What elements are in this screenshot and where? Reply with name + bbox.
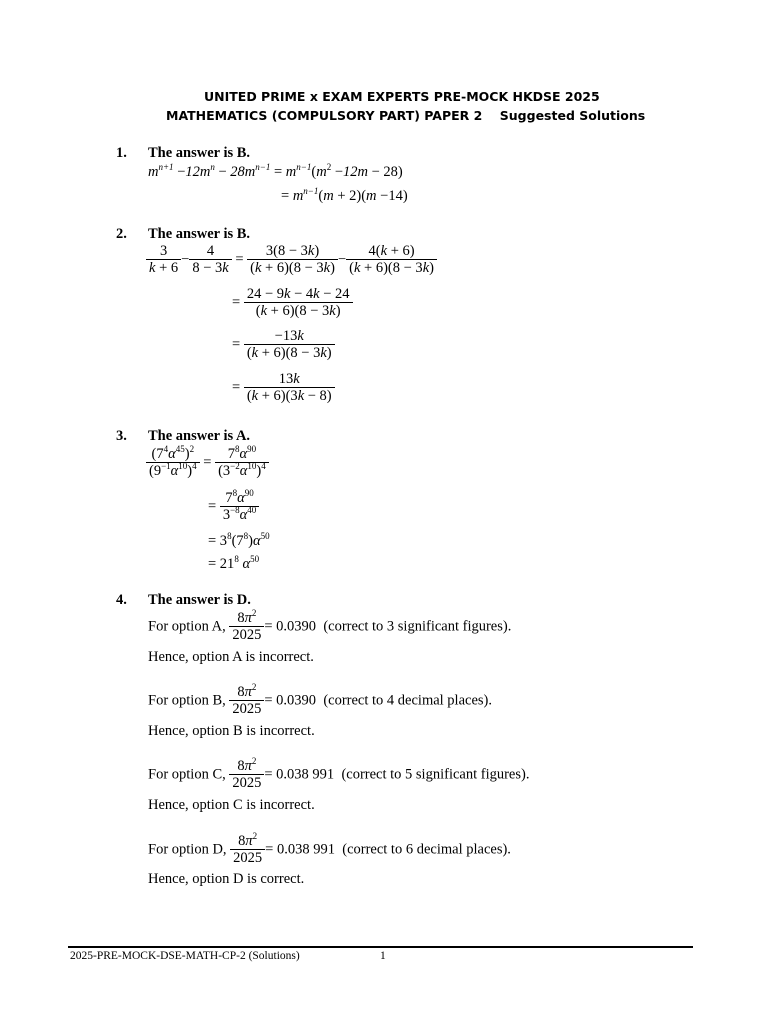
q4-option-a-line: For option A, $\frac{8\pi^2}{2025}$ = 0.0390 (correct to 3 significant figures). — [148, 608, 512, 643]
q2-working-line-4: = $\frac{13k}{(k + 6)(3k - 8)}$ — [232, 371, 335, 405]
question-answer: The answer is B. — [148, 145, 251, 161]
option-result: = 0.038 991 — [265, 841, 335, 858]
question-answer: The answer is B. — [148, 226, 251, 242]
header-subtitle — [166, 108, 645, 123]
option-result: = 0.038 991 — [264, 766, 335, 783]
q4-option-b-conclusion: Hence, option B is incorrect. — [148, 723, 315, 739]
page-number: 1 — [380, 950, 386, 962]
q2-working-line-3: = $\frac{-13k}{(k + 6)(8 - 3k)}$ — [232, 328, 335, 362]
q3-working-line-1: $\frac{(7^4\alpha^{45})^2}{(9^{-1}\alpha^{10})^4}$ = $\frac{7^8\alpha^{90}}{(3^{-2}\alpha^{10})^4}$ — [146, 446, 269, 480]
header-subtitle-main: MATHEMATICS (COMPULSORY PART) PAPER 2 — [166, 108, 483, 123]
option-prefix: For option D, — [148, 841, 227, 858]
option-note: (correct to 5 significant figures). — [341, 766, 530, 783]
q1-working-line-2: = $m^{n-1}(m + 2)(m -14)$ — [281, 186, 408, 204]
footer-code: 2025-PRE-MOCK-DSE-MATH-CP-2 (Solutions) — [70, 950, 300, 962]
q4-option-c-line: For option C, $\frac{8\pi^2}{2025}$ = 0.038 991 (correct to 5 significant figures). — [148, 756, 530, 791]
q4-option-d-conclusion: Hence, option D is correct. — [148, 871, 305, 887]
option-prefix: For option B, — [148, 692, 226, 709]
q4-option-a-conclusion: Hence, option A is incorrect. — [148, 649, 314, 665]
option-prefix: For option A, — [148, 618, 226, 635]
option-prefix: For option C, — [148, 766, 226, 783]
header-subtitle-tail: Suggested Solutions — [499, 108, 646, 123]
q4-option-d-line: For option D, $\frac{8\pi^2}{2025}$ = 0.038 991 (correct to 6 decimal places). — [148, 831, 511, 866]
q4-option-c-conclusion: Hence, option C is incorrect. — [148, 797, 315, 813]
option-result: = 0.0390 — [264, 618, 317, 635]
q3-working-line-3: = $3^8(7^8)\alpha^{50}$ — [208, 531, 270, 549]
question-number: 3. — [116, 428, 127, 444]
q2-working-line-2: = $\frac{24 - 9k - 4k - 24}{(k + 6)(8 - 3k)}$ — [232, 286, 353, 320]
q3-working-line-2: = $\frac{7^8\alpha^{90}}{3^{-8}\alpha^{40}}$ — [208, 490, 259, 524]
option-note: (correct to 4 decimal places). — [323, 692, 492, 709]
header-title: UNITED PRIME x EXAM EXPERTS PRE-MOCK HKDSE 2025 — [204, 89, 600, 104]
option-note: (correct to 6 decimal places). — [342, 841, 511, 858]
question-answer: The answer is D. — [148, 592, 251, 608]
option-note: (correct to 3 significant figures). — [323, 618, 512, 635]
question-number: 1. — [116, 145, 127, 161]
option-result: = 0.0390 — [264, 692, 317, 709]
question-number: 2. — [116, 226, 127, 242]
q2-working-line-1: $\frac{3}{k + 6}$ − $\frac{4}{8 - 3k}$ = $\frac{3(8 - 3k)}{(k + 6)(8 - 3k)}$ − $\frac{4(k + 6)}{(k + 6)(8 - 3k)}$ — [146, 243, 437, 277]
footer-rule — [68, 946, 693, 948]
question-answer: The answer is A. — [148, 428, 251, 444]
q3-working-line-4: = $21^8$ $\alpha^{50}$ — [208, 554, 260, 572]
q1-working-line-1: $m^{n+1} -12m^n - 28m^{n-1} = m^{n-1}(m^2 -12m - 28)$ — [148, 162, 403, 180]
question-number: 4. — [116, 592, 127, 608]
q4-option-b-line: For option B, $\frac{8\pi^2}{2025}$ = 0.0390 (correct to 4 decimal places). — [148, 682, 492, 717]
